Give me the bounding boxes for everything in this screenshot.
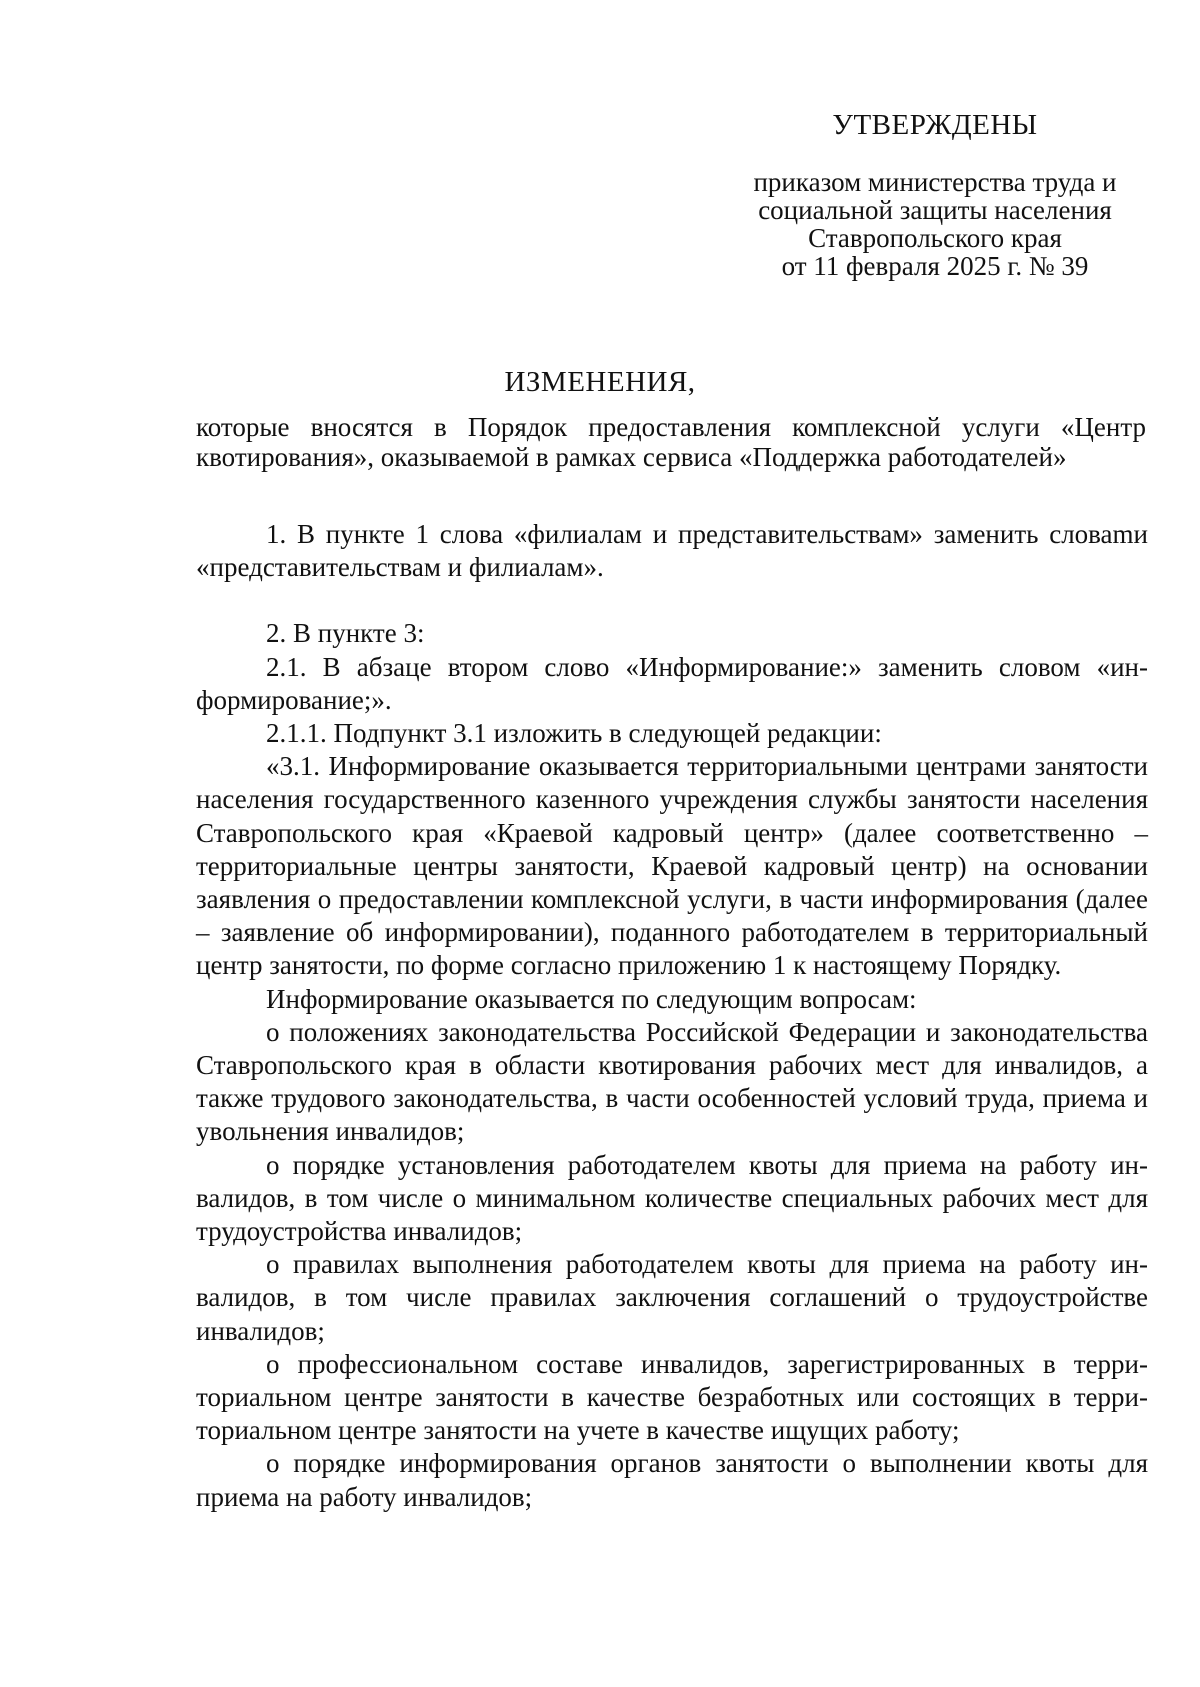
paragraph-quote-3-1: «3.1. Информирование оказывается территориальными центрами занятости населения государственного казенного учреждения службы занятости населения Ставропольского края «Краевой кадровый центр» (далее соответственно – территориальные центры занятости, Краевой кадровый центр) на основании заявления о предоставлении комплексной услуги, в части информирования (далее – заявление об информировании), поданного работодателем в территориальный центр занятости, по форме согласно приложению 1 к настоящему Порядку. [196, 751, 1148, 981]
paragraph-topic: о порядке установления работодателем квоты для приема на работу инвалидов, в том числе о минимальном количестве специальных рабочих мест для трудоустройства инвалидов; [196, 1149, 1148, 1247]
subtitle-line: которые вносятся в Порядок предоставления комплексной услуги «Центр [196, 412, 1146, 442]
paragraph-topics-intro: Информирование оказывается по следующим вопросам: [266, 983, 917, 1014]
paragraph-item-2: 2. В пункте 3: [266, 618, 425, 649]
paragraph-topic: о правилах выполнения работодателем квоты для приема на работу инвалидов, в том числе правилах заключения соглашений о трудоустройстве инвалидов; [196, 1249, 1148, 1346]
approval-line: Ставропольского края [808, 223, 1062, 253]
approval-line: от 11 февраля 2025 г. № 39 [781, 251, 1089, 281]
paragraph-topic: о порядке информирования органов занятости о выполнении квоты для приема на работу инвалидов; [196, 1448, 1148, 1512]
approval-heading: УТВЕРЖДЕНЫ [832, 109, 1038, 141]
paragraph-item-1: 1. В пункте 1 слова «филиалам и представительствам» заменить словаmи «представительствам и филиалам». [196, 519, 1148, 583]
approval-line: социальной защиты населения [758, 195, 1112, 225]
approval-line: приказом министерства труда и [753, 167, 1117, 197]
paragraph-topic: о положениях законодательства Российской Федерации и законодательства Ставропольского края в области квотирования рабочих мест для инвалидов, а также трудового законодательства, в части особенностей условий труда, приема и увольнения инвалидов; [196, 1016, 1148, 1147]
paragraph-item-2-1-1: 2.1.1. Подпункт 3.1 изложить в следующей редакции: [266, 718, 882, 749]
subtitle-line: квотирования», оказываемой в рамках сервиса «Поддержка работодателей» [196, 442, 1067, 472]
approval-stamp-block [730, 108, 1140, 280]
document-body [196, 518, 1148, 1514]
document-title: ИЗМЕНЕНИЯ, [504, 366, 696, 398]
document-subtitle [196, 412, 1146, 472]
paragraph-item-2-1: 2.1. В абзаце втором слово «Информирование:» заменить словом «информирование;». [196, 651, 1148, 715]
paragraph-topic: о профессиональном составе инвалидов, зарегистрированных в территориальном центре занятости в качестве безработных или состоящих в территориальном центре занятости на учете в качестве ищущих работу; [196, 1348, 1148, 1446]
